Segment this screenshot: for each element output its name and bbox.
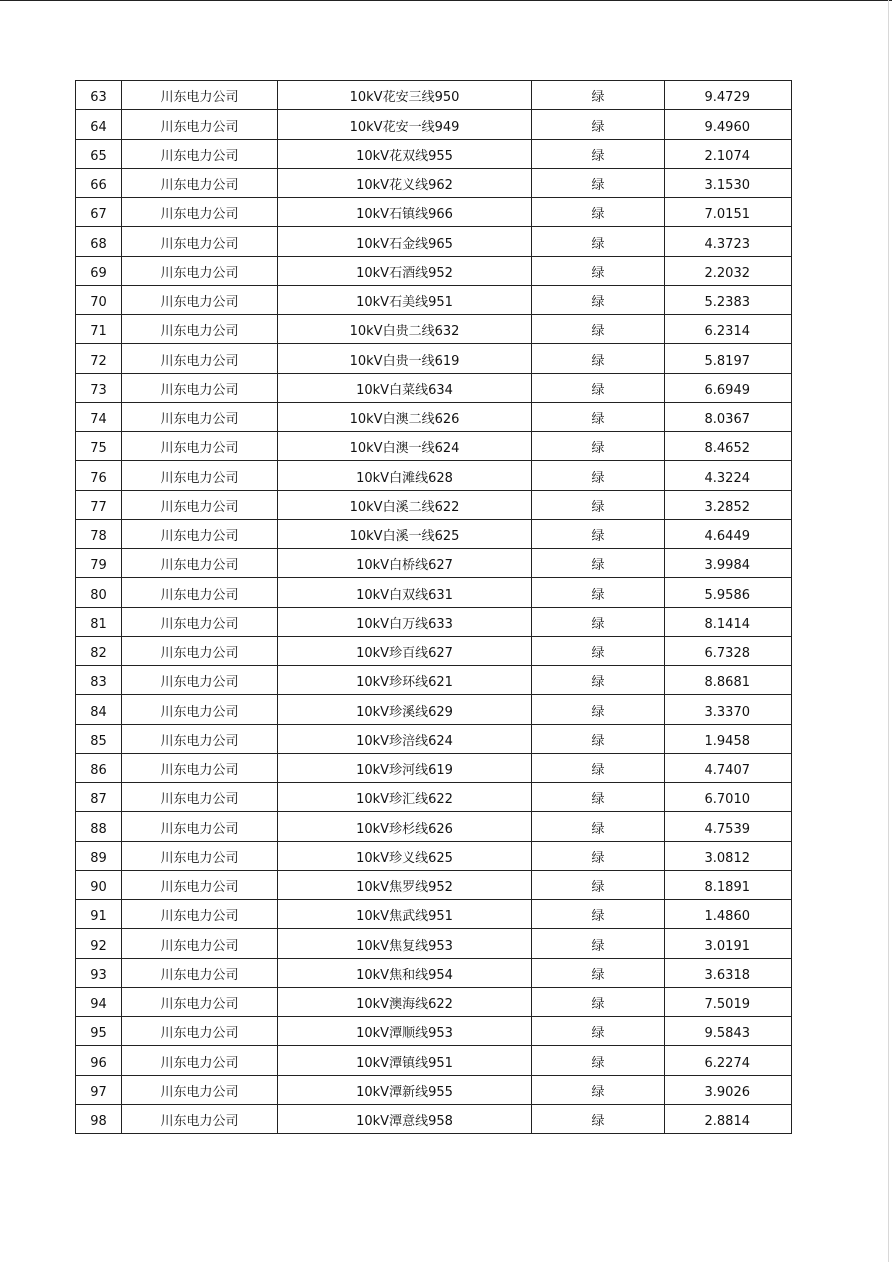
row-number-cell: 92	[76, 929, 122, 958]
value-cell: 8.4652	[665, 432, 792, 461]
status-cell: 绿	[532, 490, 665, 519]
value-cell: 4.3224	[665, 461, 792, 490]
line-name-cell: 10kV珍汇线622	[278, 783, 532, 812]
page-top-border	[0, 0, 892, 1]
table-row	[76, 724, 792, 753]
company-cell: 川东电力公司	[122, 110, 278, 139]
table-row	[76, 81, 792, 110]
value-cell: 3.0191	[665, 929, 792, 958]
row-number-cell: 72	[76, 344, 122, 373]
value-cell: 6.2314	[665, 315, 792, 344]
status-cell: 绿	[532, 578, 665, 607]
status-cell: 绿	[532, 285, 665, 314]
company-cell: 川东电力公司	[122, 549, 278, 578]
table-row	[76, 549, 792, 578]
table-row	[76, 461, 792, 490]
table-row	[76, 987, 792, 1016]
table-row	[76, 695, 792, 724]
status-cell: 绿	[532, 110, 665, 139]
company-cell: 川东电力公司	[122, 578, 278, 607]
company-cell: 川东电力公司	[122, 227, 278, 256]
company-cell: 川东电力公司	[122, 461, 278, 490]
table-row	[76, 1046, 792, 1075]
line-name-cell: 10kV潭新线955	[278, 1075, 532, 1104]
line-name-cell: 10kV焦复线953	[278, 929, 532, 958]
value-cell: 8.1891	[665, 870, 792, 899]
company-cell: 川东电力公司	[122, 900, 278, 929]
table-row	[76, 315, 792, 344]
status-cell: 绿	[532, 636, 665, 665]
line-name-cell: 10kV白万线633	[278, 607, 532, 636]
row-number-cell: 77	[76, 490, 122, 519]
row-number-cell: 93	[76, 958, 122, 987]
line-name-cell: 10kV石酒线952	[278, 256, 532, 285]
company-cell: 川东电力公司	[122, 929, 278, 958]
value-cell: 4.7539	[665, 812, 792, 841]
company-cell: 川东电力公司	[122, 198, 278, 227]
status-cell: 绿	[532, 870, 665, 899]
company-cell: 川东电力公司	[122, 870, 278, 899]
row-number-cell: 78	[76, 519, 122, 548]
table-row	[76, 870, 792, 899]
table-row	[76, 344, 792, 373]
row-number-cell: 70	[76, 285, 122, 314]
status-cell: 绿	[532, 958, 665, 987]
line-name-cell: 10kV潭意线958	[278, 1104, 532, 1133]
row-number-cell: 63	[76, 81, 122, 110]
company-cell: 川东电力公司	[122, 1017, 278, 1046]
company-cell: 川东电力公司	[122, 432, 278, 461]
table-row	[76, 783, 792, 812]
value-cell: 5.2383	[665, 285, 792, 314]
company-cell: 川东电力公司	[122, 1075, 278, 1104]
value-cell: 3.1530	[665, 168, 792, 197]
value-cell: 3.3370	[665, 695, 792, 724]
table-row	[76, 636, 792, 665]
status-cell: 绿	[532, 783, 665, 812]
status-cell: 绿	[532, 812, 665, 841]
line-name-cell: 10kV珍百线627	[278, 636, 532, 665]
line-name-cell: 10kV潭顺线953	[278, 1017, 532, 1046]
table-row	[76, 578, 792, 607]
line-name-cell: 10kV白滩线628	[278, 461, 532, 490]
table-row	[76, 900, 792, 929]
company-cell: 川东电力公司	[122, 958, 278, 987]
row-number-cell: 64	[76, 110, 122, 139]
company-cell: 川东电力公司	[122, 724, 278, 753]
value-cell: 3.2852	[665, 490, 792, 519]
value-cell: 3.9984	[665, 549, 792, 578]
feeder-table-body	[76, 81, 792, 1134]
table-row	[76, 198, 792, 227]
line-name-cell: 10kV花安三线950	[278, 81, 532, 110]
line-name-cell: 10kV珍义线625	[278, 841, 532, 870]
value-cell: 4.6449	[665, 519, 792, 548]
line-name-cell: 10kV珍溪线629	[278, 695, 532, 724]
value-cell: 2.2032	[665, 256, 792, 285]
table-row	[76, 1075, 792, 1104]
row-number-cell: 76	[76, 461, 122, 490]
value-cell: 2.1074	[665, 139, 792, 168]
row-number-cell: 84	[76, 695, 122, 724]
row-number-cell: 71	[76, 315, 122, 344]
status-cell: 绿	[532, 1104, 665, 1133]
company-cell: 川东电力公司	[122, 812, 278, 841]
value-cell: 1.9458	[665, 724, 792, 753]
row-number-cell: 91	[76, 900, 122, 929]
value-cell: 4.3723	[665, 227, 792, 256]
status-cell: 绿	[532, 549, 665, 578]
table-row	[76, 402, 792, 431]
table-row	[76, 607, 792, 636]
status-cell: 绿	[532, 841, 665, 870]
table-row	[76, 432, 792, 461]
company-cell: 川东电力公司	[122, 607, 278, 636]
status-cell: 绿	[532, 724, 665, 753]
row-number-cell: 87	[76, 783, 122, 812]
line-name-cell: 10kV白桥线627	[278, 549, 532, 578]
table-row	[76, 666, 792, 695]
line-name-cell: 10kV焦和线954	[278, 958, 532, 987]
company-cell: 川东电力公司	[122, 139, 278, 168]
row-number-cell: 81	[76, 607, 122, 636]
line-name-cell: 10kV白澳一线624	[278, 432, 532, 461]
company-cell: 川东电力公司	[122, 1046, 278, 1075]
table-row	[76, 519, 792, 548]
company-cell: 川东电力公司	[122, 987, 278, 1016]
row-number-cell: 94	[76, 987, 122, 1016]
company-cell: 川东电力公司	[122, 285, 278, 314]
value-cell: 3.9026	[665, 1075, 792, 1104]
table-row	[76, 139, 792, 168]
value-cell: 5.8197	[665, 344, 792, 373]
line-name-cell: 10kV珍涪线624	[278, 724, 532, 753]
line-name-cell: 10kV白澳二线626	[278, 402, 532, 431]
feeder-table	[75, 80, 792, 1134]
status-cell: 绿	[532, 1017, 665, 1046]
row-number-cell: 75	[76, 432, 122, 461]
status-cell: 绿	[532, 81, 665, 110]
company-cell: 川东电力公司	[122, 490, 278, 519]
status-cell: 绿	[532, 256, 665, 285]
company-cell: 川东电力公司	[122, 636, 278, 665]
value-cell: 7.5019	[665, 987, 792, 1016]
table-row	[76, 490, 792, 519]
value-cell: 1.4860	[665, 900, 792, 929]
company-cell: 川东电力公司	[122, 315, 278, 344]
value-cell: 6.7328	[665, 636, 792, 665]
line-name-cell: 10kV潭镇线951	[278, 1046, 532, 1075]
company-cell: 川东电力公司	[122, 402, 278, 431]
status-cell: 绿	[532, 695, 665, 724]
value-cell: 7.0151	[665, 198, 792, 227]
status-cell: 绿	[532, 666, 665, 695]
row-number-cell: 74	[76, 402, 122, 431]
table-row	[76, 929, 792, 958]
status-cell: 绿	[532, 519, 665, 548]
line-name-cell: 10kV焦武线951	[278, 900, 532, 929]
table-row	[76, 227, 792, 256]
value-cell: 3.0812	[665, 841, 792, 870]
value-cell: 6.2274	[665, 1046, 792, 1075]
row-number-cell: 68	[76, 227, 122, 256]
row-number-cell: 96	[76, 1046, 122, 1075]
value-cell: 8.0367	[665, 402, 792, 431]
row-number-cell: 69	[76, 256, 122, 285]
row-number-cell: 95	[76, 1017, 122, 1046]
line-name-cell: 10kV白菜线634	[278, 373, 532, 402]
line-name-cell: 10kV花双线955	[278, 139, 532, 168]
status-cell: 绿	[532, 198, 665, 227]
value-cell: 9.4960	[665, 110, 792, 139]
status-cell: 绿	[532, 432, 665, 461]
company-cell: 川东电力公司	[122, 841, 278, 870]
status-cell: 绿	[532, 402, 665, 431]
line-name-cell: 10kV石美线951	[278, 285, 532, 314]
line-name-cell: 10kV石镇线966	[278, 198, 532, 227]
company-cell: 川东电力公司	[122, 344, 278, 373]
line-name-cell: 10kV花义线962	[278, 168, 532, 197]
line-name-cell: 10kV石金线965	[278, 227, 532, 256]
value-cell: 9.5843	[665, 1017, 792, 1046]
company-cell: 川东电力公司	[122, 168, 278, 197]
line-name-cell: 10kV白溪二线622	[278, 490, 532, 519]
line-name-cell: 10kV珍河线619	[278, 753, 532, 782]
row-number-cell: 80	[76, 578, 122, 607]
company-cell: 川东电力公司	[122, 753, 278, 782]
line-name-cell: 10kV白溪一线625	[278, 519, 532, 548]
line-name-cell: 10kV珍环线621	[278, 666, 532, 695]
value-cell: 6.6949	[665, 373, 792, 402]
line-name-cell: 10kV花安一线949	[278, 110, 532, 139]
line-name-cell: 10kV澳海线622	[278, 987, 532, 1016]
status-cell: 绿	[532, 1075, 665, 1104]
company-cell: 川东电力公司	[122, 695, 278, 724]
line-name-cell: 10kV白贵二线632	[278, 315, 532, 344]
row-number-cell: 73	[76, 373, 122, 402]
row-number-cell: 82	[76, 636, 122, 665]
line-name-cell: 10kV白双线631	[278, 578, 532, 607]
row-number-cell: 83	[76, 666, 122, 695]
row-number-cell: 86	[76, 753, 122, 782]
value-cell: 9.4729	[665, 81, 792, 110]
row-number-cell: 89	[76, 841, 122, 870]
line-name-cell: 10kV珍杉线626	[278, 812, 532, 841]
line-name-cell: 10kV焦罗线952	[278, 870, 532, 899]
status-cell: 绿	[532, 168, 665, 197]
status-cell: 绿	[532, 987, 665, 1016]
value-cell: 6.7010	[665, 783, 792, 812]
table-row	[76, 168, 792, 197]
status-cell: 绿	[532, 139, 665, 168]
row-number-cell: 67	[76, 198, 122, 227]
status-cell: 绿	[532, 315, 665, 344]
table-row	[76, 958, 792, 987]
status-cell: 绿	[532, 344, 665, 373]
company-cell: 川东电力公司	[122, 81, 278, 110]
row-number-cell: 90	[76, 870, 122, 899]
table-row	[76, 753, 792, 782]
line-name-cell: 10kV白贵一线619	[278, 344, 532, 373]
company-cell: 川东电力公司	[122, 666, 278, 695]
row-number-cell: 66	[76, 168, 122, 197]
page-right-edge	[888, 0, 889, 1262]
status-cell: 绿	[532, 1046, 665, 1075]
company-cell: 川东电力公司	[122, 1104, 278, 1133]
status-cell: 绿	[532, 900, 665, 929]
value-cell: 5.9586	[665, 578, 792, 607]
row-number-cell: 65	[76, 139, 122, 168]
value-cell: 4.7407	[665, 753, 792, 782]
table-row	[76, 1104, 792, 1133]
table-row	[76, 1017, 792, 1046]
status-cell: 绿	[532, 461, 665, 490]
row-number-cell: 98	[76, 1104, 122, 1133]
status-cell: 绿	[532, 929, 665, 958]
value-cell: 2.8814	[665, 1104, 792, 1133]
table-row	[76, 285, 792, 314]
company-cell: 川东电力公司	[122, 519, 278, 548]
table-row	[76, 110, 792, 139]
value-cell: 8.8681	[665, 666, 792, 695]
company-cell: 川东电力公司	[122, 373, 278, 402]
company-cell: 川东电力公司	[122, 256, 278, 285]
company-cell: 川东电力公司	[122, 783, 278, 812]
status-cell: 绿	[532, 373, 665, 402]
table-row	[76, 812, 792, 841]
table-row	[76, 256, 792, 285]
table-row	[76, 373, 792, 402]
row-number-cell: 79	[76, 549, 122, 578]
row-number-cell: 97	[76, 1075, 122, 1104]
table-row	[76, 841, 792, 870]
value-cell: 8.1414	[665, 607, 792, 636]
status-cell: 绿	[532, 607, 665, 636]
status-cell: 绿	[532, 753, 665, 782]
row-number-cell: 85	[76, 724, 122, 753]
row-number-cell: 88	[76, 812, 122, 841]
value-cell: 3.6318	[665, 958, 792, 987]
status-cell: 绿	[532, 227, 665, 256]
